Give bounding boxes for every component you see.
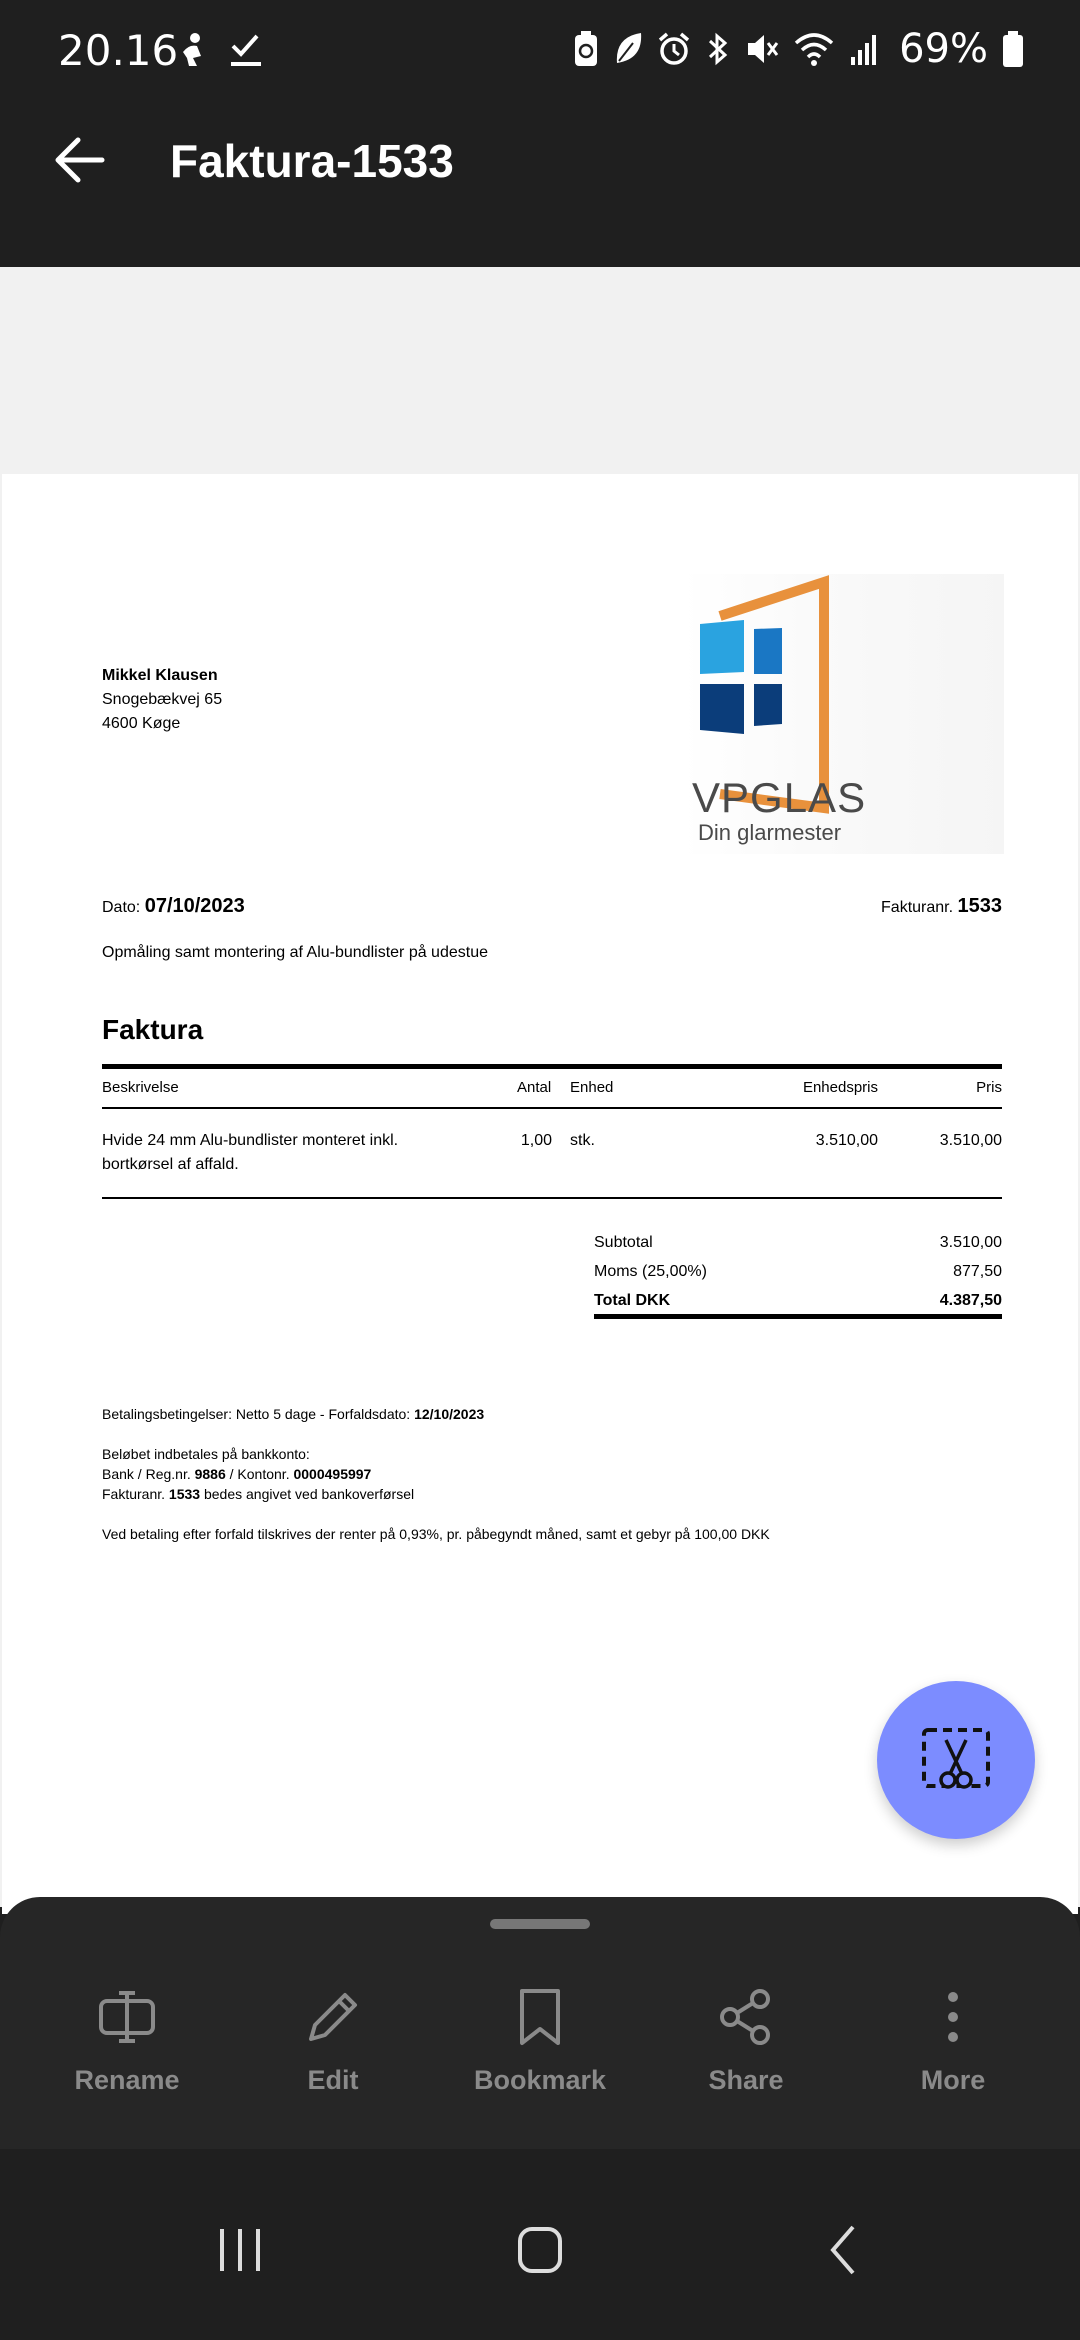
col-header-unit-price: Enhedspris (802, 1079, 878, 1096)
recent-apps-button[interactable] (200, 2219, 280, 2279)
edit-label: Edit (307, 2065, 359, 2095)
due-date: 12/10/2023 (414, 1406, 485, 1422)
invoice-description: Opmåling samt montering af Alu-bundlister på udestue (102, 944, 488, 961)
row-price: 3.510,00 (939, 1132, 1002, 1149)
bookmark-button[interactable] (450, 1987, 630, 2117)
battery-icon (1002, 30, 1024, 68)
late-fee-note: Ved betaling efter forfald tilskrives der renter på 0,93%, pr. påbegyndt måned, samt et gebyr på 100,00 DKK (102, 1526, 770, 1542)
capture-fab-button[interactable] (877, 1681, 1035, 1839)
home-button[interactable] (500, 2219, 580, 2279)
person-sitting-icon (175, 32, 209, 75)
bank-info: Beløbet indbetales på bankkonto: Bank / Reg.nr. 9886 / Kontonr. 0000495997 Fakturanr. 1533 bedes angivet ved bankoverførsel (102, 1446, 415, 1502)
row-description: Hvide 24 mm Alu-bundlister monteret inkl. bortkørsel af affald. (102, 1132, 399, 1173)
subtotal-label: Subtotal (594, 1234, 653, 1251)
col-header-description: Beskrivelse (102, 1079, 179, 1096)
invoice-number-value: 1533 (957, 895, 1002, 917)
home-icon (500, 2219, 580, 2279)
invoice-date: Dato: 07/10/2023 (102, 895, 245, 917)
leaf-icon (613, 31, 643, 67)
table-top-rule (102, 1064, 1002, 1069)
reference-no: 1533 (168, 1486, 201, 1502)
col-header-qty: Antal (517, 1079, 552, 1096)
status-right-icons (573, 26, 1024, 72)
row-qty: 1,00 (520, 1132, 552, 1149)
vat-label: Moms (25,00%) (594, 1263, 707, 1280)
nav-back-button[interactable] (805, 2219, 885, 2279)
subtotal-value: 3.510,00 (939, 1234, 1002, 1251)
battery-percent: 69% (899, 26, 988, 72)
system-nav-bar (0, 2149, 1080, 2340)
app-bar (0, 100, 1080, 267)
more-label: More (920, 2065, 986, 2095)
edit-button[interactable] (243, 1987, 423, 2117)
total-rule (594, 1314, 1002, 1319)
status-bar (0, 0, 1080, 100)
header-rule (102, 1107, 1002, 1109)
total-value: 4.387,50 (939, 1292, 1002, 1309)
back-icon (805, 2219, 885, 2279)
logo-name: VPGLAS (692, 774, 867, 821)
payment-terms: Betalingsbetingelser: Netto 5 dage - Forfaldsdato: 12/10/2023 (102, 1406, 485, 1422)
pencil-icon (303, 1987, 363, 2047)
table-bottom-rule (102, 1197, 1002, 1199)
customer-street: Snogebækvej 65 (102, 691, 223, 708)
account-no: 0000495997 (293, 1466, 372, 1482)
status-left-icons (175, 32, 263, 75)
customer-name: Mikkel Klausen (102, 667, 218, 684)
bookmark-label: Bookmark (473, 2065, 607, 2095)
rename-button[interactable] (37, 1987, 217, 2117)
battery-saver-icon (573, 30, 599, 68)
logo-tagline: Din glarmester (698, 820, 842, 845)
checkmark-icon (229, 32, 263, 75)
invoice-heading: Faktura (102, 1014, 204, 1045)
arrow-left-icon (50, 130, 110, 190)
bookmark-icon (510, 1987, 570, 2047)
action-bar (0, 1987, 1080, 2117)
vpglas-logo (682, 574, 1004, 854)
row-unit: stk. (570, 1132, 595, 1149)
rename-icon (97, 1987, 157, 2047)
col-header-unit: Enhed (570, 1079, 614, 1096)
document-viewer[interactable] (0, 267, 1080, 1907)
status-time: 20.16 (58, 26, 179, 75)
vat-value: 877,50 (953, 1263, 1002, 1280)
alarm-icon (657, 31, 691, 67)
rename-label: Rename (74, 2065, 180, 2095)
col-header-price: Pris (976, 1079, 1002, 1096)
invoice-number: Fakturanr. 1533 (881, 895, 1002, 917)
invoice-date-value: 07/10/2023 (144, 895, 245, 917)
customer-address (102, 664, 222, 736)
recent-apps-icon (200, 2219, 280, 2279)
bottom-action-sheet (0, 1897, 1080, 2149)
share-label: Share (708, 2065, 784, 2095)
share-icon (716, 1987, 776, 2047)
mute-icon (745, 31, 779, 67)
row-unit-price: 3.510,00 (815, 1132, 878, 1149)
more-button[interactable] (863, 1987, 1043, 2117)
page-title: Faktura-1533 (170, 135, 454, 187)
signal-icon (849, 31, 879, 67)
customer-city: 4600 Køge (102, 715, 181, 732)
reg-no: 9886 (194, 1466, 226, 1482)
share-button[interactable] (656, 1987, 836, 2117)
more-vertical-icon (923, 1987, 983, 2047)
back-button[interactable] (50, 130, 110, 190)
total-label: Total DKK (594, 1292, 671, 1309)
scissors-crop-icon (918, 1722, 994, 1798)
bluetooth-icon (705, 31, 731, 67)
wifi-icon (793, 31, 835, 67)
sheet-handle[interactable] (490, 1919, 590, 1929)
